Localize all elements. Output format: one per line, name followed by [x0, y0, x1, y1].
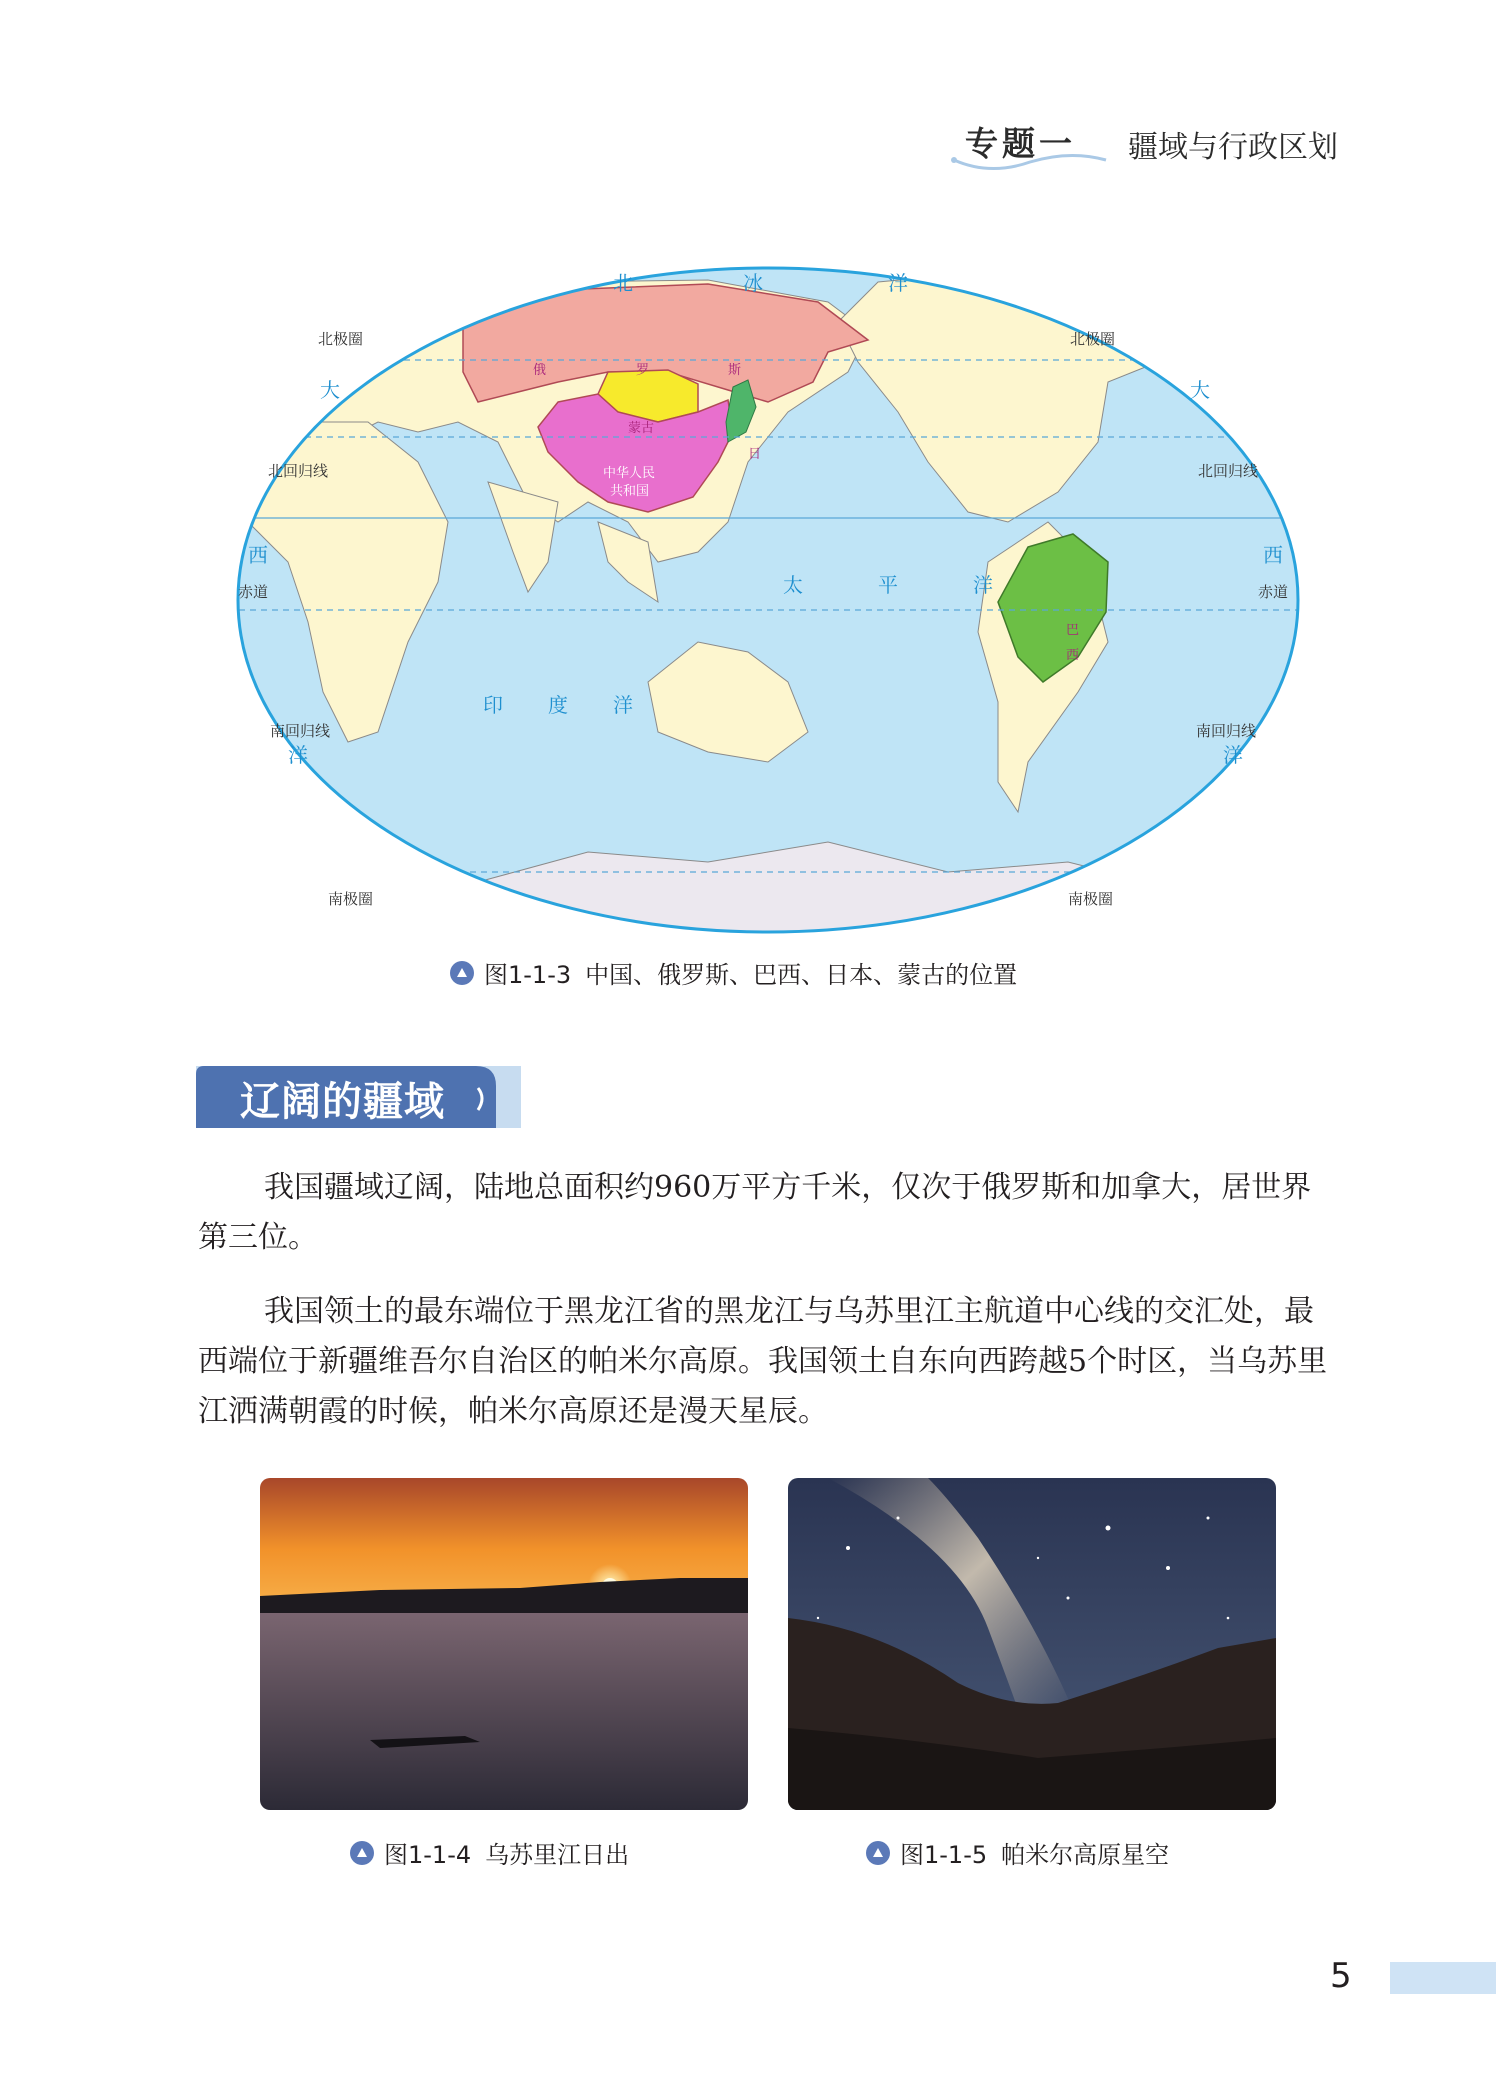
- map-caption: [450, 955, 1017, 990]
- japan-label: 日: [748, 447, 762, 462]
- photo-2-caption: [866, 1835, 1169, 1870]
- brazil-label-1: 巴: [1066, 623, 1080, 638]
- photo-ussuri-sunrise: [260, 1478, 748, 1810]
- antarctic-circle-label-left: 南极圈: [328, 890, 374, 908]
- equator-label-left: 赤道: [238, 583, 269, 601]
- tropic-capricorn-label-left: 南回归线: [270, 722, 331, 740]
- ocean-label-arctic-3: 洋: [888, 271, 908, 295]
- russia-label-3: 斯: [728, 363, 742, 378]
- ocean-label-atlantic-left-2: 西: [248, 543, 268, 567]
- ocean-label-atlantic-left-1: 大: [320, 378, 340, 402]
- caption-triangle-icon: [350, 1841, 374, 1865]
- ocean-label-atlantic-right-3: 洋: [1223, 743, 1243, 767]
- page-edge-tab: [1390, 1962, 1496, 1994]
- tropic-cancer-label-left: 北回归线: [268, 462, 329, 480]
- photo-1-caption: [350, 1835, 629, 1870]
- photo-pamir-night-sky: [788, 1478, 1276, 1810]
- caption-triangle-icon: [450, 961, 474, 985]
- ocean-label-atlantic-right-2: 西: [1263, 543, 1283, 567]
- ocean-label-indian-1: 印: [483, 693, 503, 717]
- photo-2-caption-label: 图1-1-5: [900, 1841, 988, 1869]
- body-paragraph-2: 我国领土的最东端位于黑龙江省的黑龙江与乌苏里江主航道中心线的交汇处，最西端位于新疆维吾尔自治区的帕米尔高原。我国领土自东向西跨越5个时区，当乌苏里江洒满朝霞的时候，帕米尔高原还是漫天星辰。: [198, 1294, 1328, 1429]
- ocean-label-atlantic-left-3: 洋: [288, 743, 308, 767]
- china-label-1: 中华人民: [603, 466, 656, 481]
- ocean-label-indian-3: 洋: [613, 693, 633, 717]
- world-map: [228, 262, 1308, 942]
- brazil-label-2: 西: [1066, 648, 1080, 663]
- mongolia-label: 蒙古: [628, 421, 655, 436]
- map-caption-label: 图1-1-3: [484, 961, 572, 989]
- tropic-cancer-label-right: 北回归线: [1198, 462, 1259, 480]
- antarctic-circle-label-right: 南极圈: [1068, 890, 1114, 908]
- ocean-label-arctic-1: 北: [613, 271, 633, 295]
- russia-label-1: 俄: [533, 363, 547, 378]
- body-paragraph-1: 我国疆域辽阔，陆地总面积约960万平方千米，仅次于俄罗斯和加拿大，居世界第三位。: [198, 1170, 1312, 1255]
- ocean-label-arctic-2: 冰: [743, 271, 763, 295]
- ocean-label-pacific-1: 太: [783, 573, 803, 597]
- ocean-label-indian-2: 度: [548, 693, 568, 717]
- photo-2-caption-title: 帕米尔高原星空: [1001, 1841, 1170, 1869]
- header-swoosh-decoration: [950, 148, 1110, 174]
- chapter-topic: 疆域与行政区划: [1128, 130, 1338, 165]
- china-label-2: 共和国: [610, 484, 650, 499]
- ocean-label-pacific-3: 洋: [973, 573, 993, 597]
- section-heading: [196, 1066, 526, 1128]
- map-caption-title: 中国、俄罗斯、巴西、日本、蒙古的位置: [585, 961, 1018, 989]
- photo-1-caption-label: 图1-1-4: [384, 1841, 472, 1869]
- arctic-circle-label-left: 北极圈: [318, 330, 364, 348]
- photo-1-caption-title: 乌苏里江日出: [485, 1841, 630, 1869]
- tropic-capricorn-label-right: 南回归线: [1196, 722, 1257, 740]
- caption-triangle-icon: [866, 1841, 890, 1865]
- equator-label-right: 赤道: [1258, 583, 1289, 601]
- russia-label-2: 罗: [636, 363, 650, 378]
- chapter-label: 专题一: [965, 124, 1076, 163]
- arctic-circle-label-right: 北极圈: [1070, 330, 1116, 348]
- page-number: 5: [1330, 1956, 1352, 1996]
- ocean-label-atlantic-right-1: 大: [1190, 378, 1210, 402]
- section-title: 辽阔的疆域: [240, 1079, 445, 1125]
- ocean-label-pacific-2: 平: [878, 573, 898, 597]
- antarctica-landmass: [268, 842, 1268, 942]
